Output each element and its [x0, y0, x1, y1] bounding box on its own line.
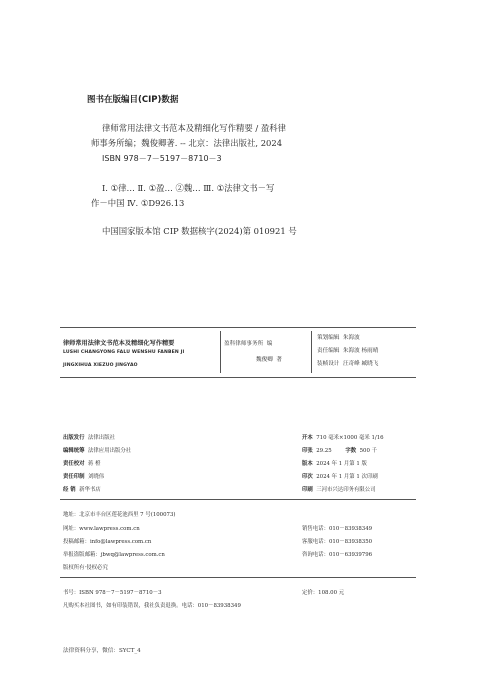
- publish-left-0: 出版发行 法律出版社: [63, 435, 115, 441]
- contact-inquiry-phone: 咨询电话：010－63939796: [302, 552, 373, 558]
- cip-line-5: 作－中国 Ⅳ. ①D926.13: [91, 198, 185, 208]
- publish-right-2: 版本 2024 年 1 月第 1 版: [302, 461, 367, 467]
- contact-sales-phone: 销售电话：010－83938349: [302, 526, 373, 532]
- publish-left-4: 经 销 新华书店: [63, 487, 101, 493]
- contact-website: 网址：www.lawpress.com.cn: [63, 526, 140, 532]
- editor-row-1: 责任编辑 朱海波 杨雨晴: [317, 348, 379, 354]
- publish-left-3: 责任印制 刘晓伟: [63, 474, 105, 480]
- contact-service-phone: 客服电话：010－83938350: [302, 539, 373, 545]
- rule-bottom-box: [60, 377, 416, 378]
- rule-lower: [60, 577, 416, 578]
- cip-line-4: Ⅰ. ①律… Ⅱ. ①盈… ②魏… Ⅲ. ①法律文书－写: [102, 183, 275, 193]
- rule-mid: [60, 499, 416, 500]
- publish-right-3: 印次 2024 年 1 月第 1 次印刷: [302, 474, 378, 480]
- publish-left-2: 责任校对 蒋 橙: [63, 461, 101, 467]
- bottom-notice: 凡购买本社图书，如有印装错误，我社负责退换。电话：010－83938349: [63, 603, 241, 609]
- publish-right-0: 开本 710 毫米×1000 毫米 1/16: [302, 435, 384, 441]
- publish-left-1: 编辑统筹 法律应用出版分社: [63, 448, 132, 454]
- book-pinyin-2: JINGXIHUA XIEZUO JINGYAO: [63, 363, 138, 368]
- publish-right-1: 印张 29.25 字数 500 千: [302, 448, 378, 454]
- book-pinyin-1: LUSHI CHANGYONG FALU WENSHU FANBEN JI: [63, 350, 185, 355]
- contact-rights: 版权所有·侵权必究: [63, 565, 108, 571]
- cip-line-1: 律师常用法律文书范本及精细化写作精要 / 盈科律: [102, 123, 287, 133]
- contact-email: 投稿邮箱：info@lawpress.com.cn: [63, 539, 152, 545]
- separator-2: [311, 331, 312, 373]
- book-title: 律师常用法律文书范本及精细化写作精要: [63, 340, 175, 347]
- publish-right-4: 印刷 三河市兴达印务有限公司: [302, 487, 376, 493]
- bottom-price: 定价：108.00 元: [302, 590, 345, 596]
- cip-heading: 图书在版编目(CIP)数据: [87, 95, 179, 105]
- bottom-isbn: 书号：ISBN 978－7－5197－8710－3: [63, 590, 162, 596]
- book-organization: 盈科律师事务所 编: [224, 341, 273, 347]
- book-author: 魏俊卿 著: [256, 357, 282, 363]
- contact-report: 举报盗版邮箱：jbwq@lawpress.com.cn: [63, 552, 165, 558]
- cip-line-2: 师事务所编；魏俊卿著. -- 北京：法律出版社, 2024: [91, 138, 283, 148]
- editor-row-0: 策划编辑 朱海波: [317, 335, 360, 341]
- editor-row-2: 装帧设计 汪奇峰 臧晓飞: [317, 361, 379, 367]
- separator-1: [220, 331, 221, 373]
- footer-share-note: 法律资料分享，微信：SYCT_4: [63, 648, 141, 654]
- contact-address: 地址：北京市丰台区莲花池西里 7 号(100073): [63, 512, 176, 518]
- cip-data-number: 中国国家版本馆 CIP 数据核字(2024)第 010921 号: [102, 226, 297, 236]
- rule-top: [60, 327, 416, 328]
- cip-isbn: ISBN 978－7－5197－8710－3: [102, 154, 222, 163]
